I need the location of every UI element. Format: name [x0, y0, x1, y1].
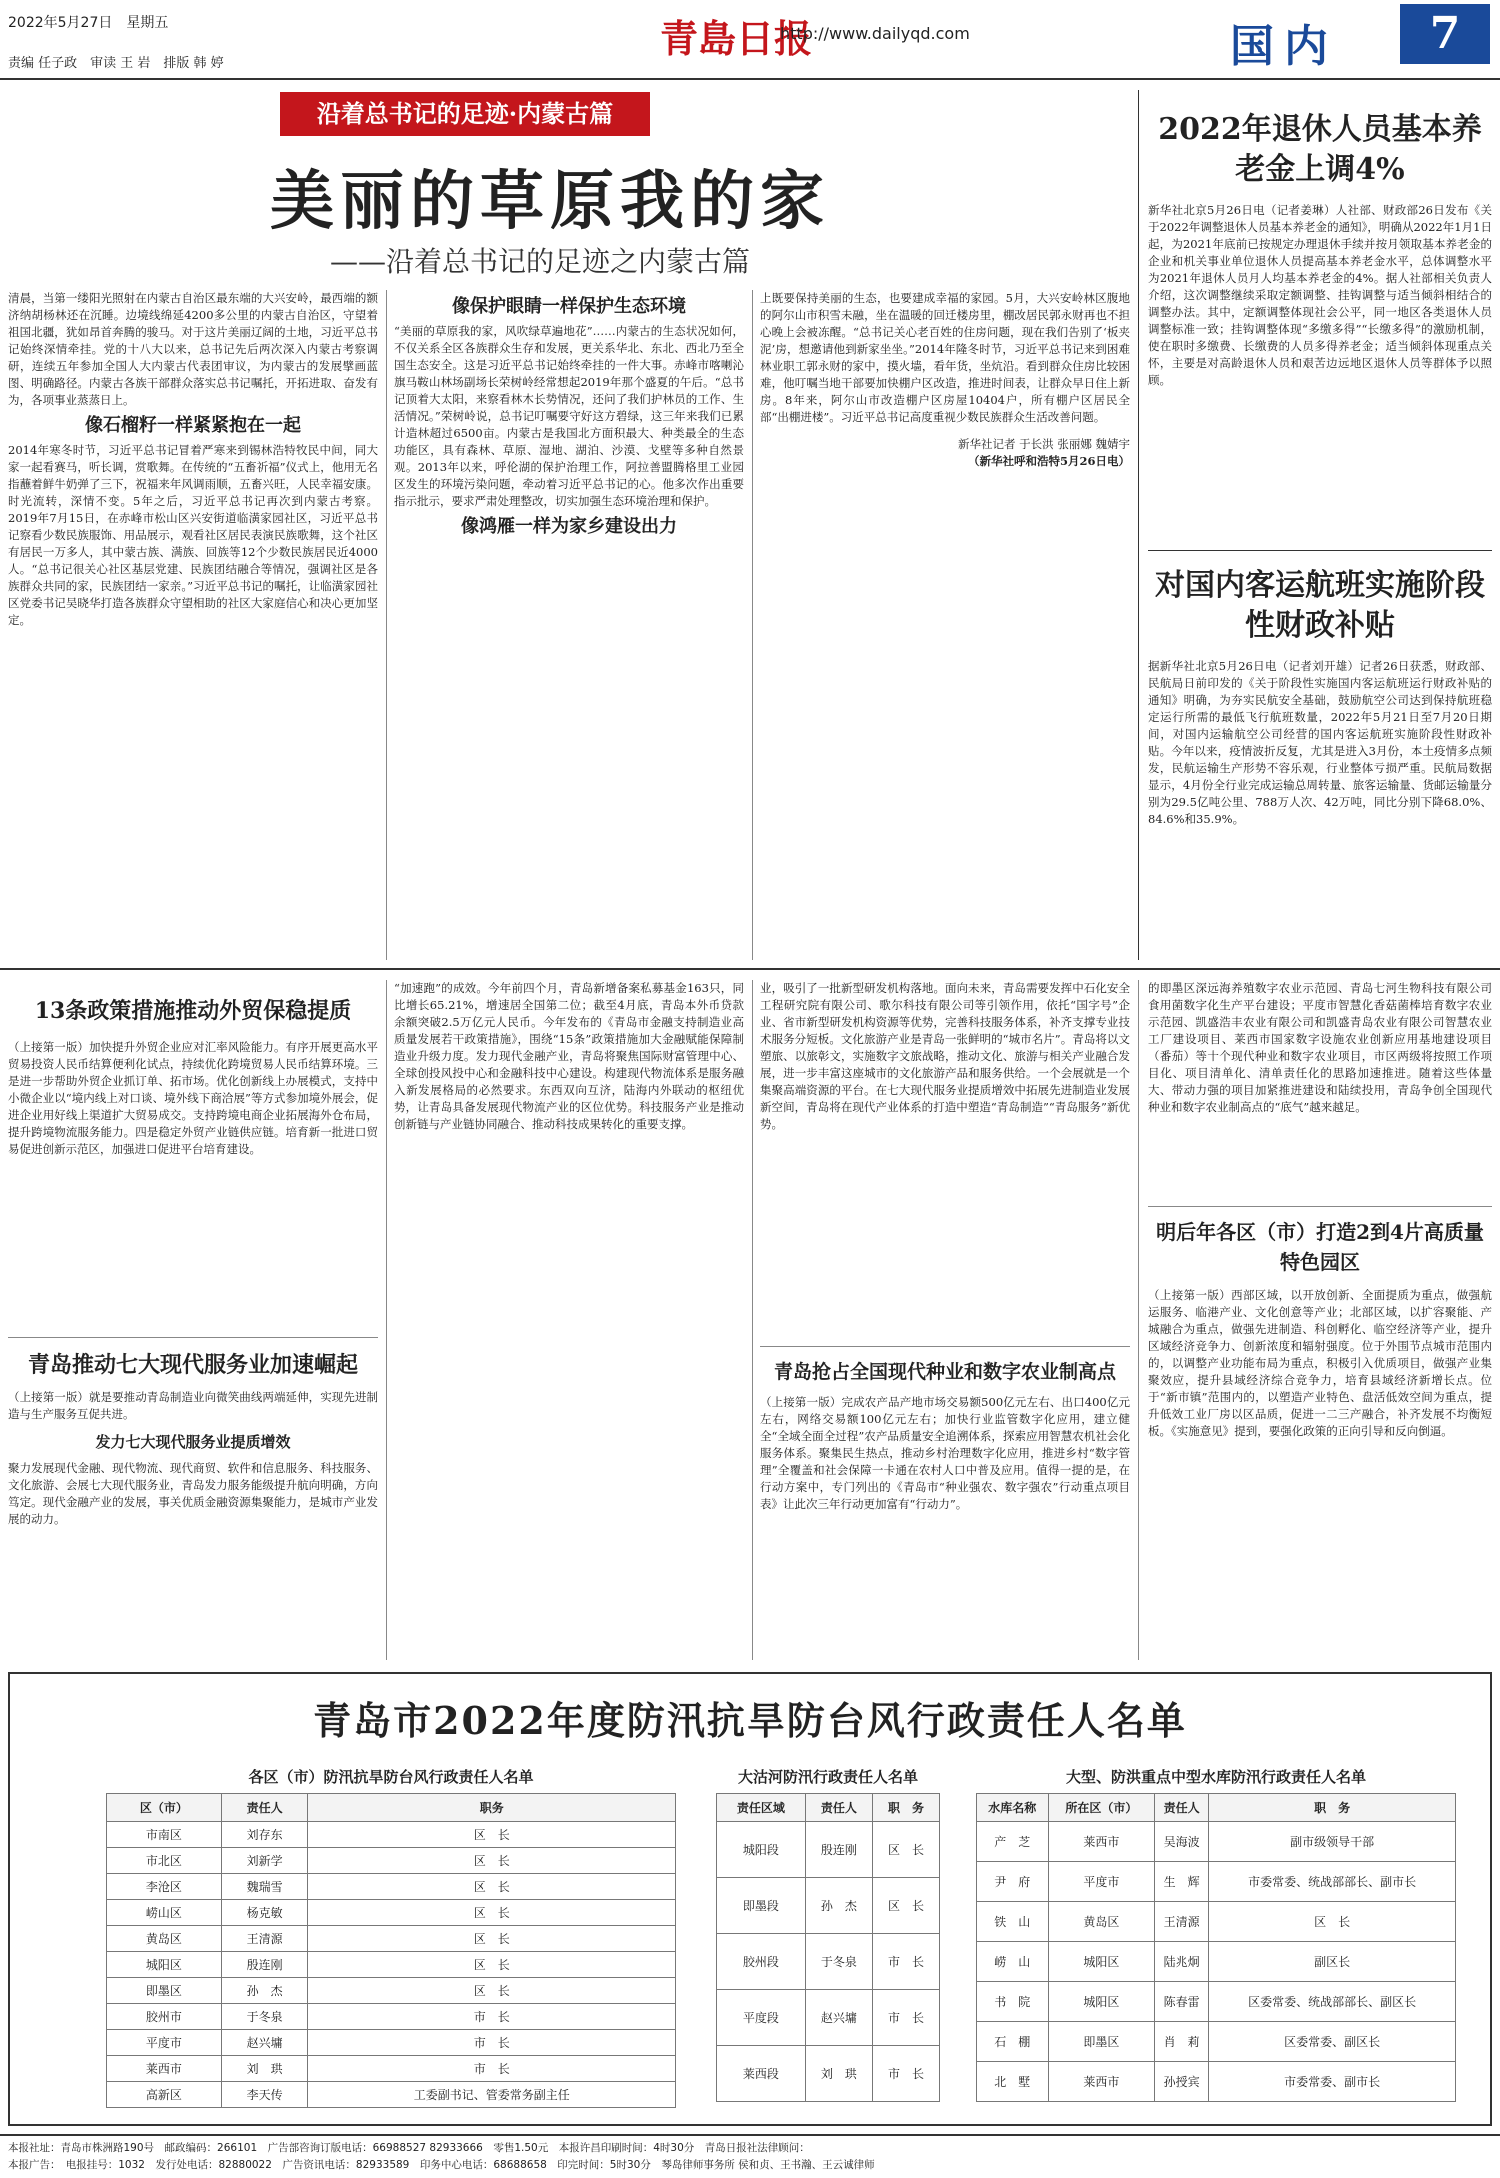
table-header-cell: 职 务 — [1209, 1794, 1456, 1822]
lead-paragraph: “美丽的草原我的家，风吹绿草遍地花”……内蒙古的生态状况如何，不仅关系全区各族群众生存和发展，更关系华北、东北、西北乃至全国生态安全。这是习近平总书记始终牵挂的一件大事。赤峰市喀喇沁旗马鞍山林场副场长荣树岭经常想起2019年那个盛夏的午后。“总书记顶着大太阳，来察看林木长势情况，还问了我们护林员的工作、生活情况。”荣树岭说，总书记叮嘱要守好这方碧绿，这三年来我们已累计造林超过6500亩。内蒙古是我国北方面积最大、种类最全的生态功能区，具有森林、草原、湿地、湖泊、沙漠、戈壁等多种自然景观。2013年以来，呼伦湖的保护治理工作，阿拉善盟腾格里工业园区发生的环境污染问题，牵动着习近平总书记的心。他多次作出重要指示批示，要求严肃处理整改，切实加强生态环境治理和保护。 — [394, 324, 744, 508]
table-cell: 莱西市 — [1048, 2062, 1155, 2102]
table-cell: 市 长 — [308, 2056, 676, 2082]
table-cell: 孙授宾 — [1155, 2062, 1209, 2102]
table-row — [717, 1878, 940, 1934]
flood-control-notice — [8, 1672, 1492, 2126]
table-cell: 黄岛区 — [1048, 1902, 1155, 1942]
table-cell: 李天传 — [221, 2082, 308, 2108]
seed-industry-continued: 的即墨区深远海养殖数字农业示范园、青岛七河生物科技有限公司食用菌数字化生产平台建设；平度市智慧化香菇菌棒培育数字农业示范园、凯盛浩丰农业有限公司和凯盛青岛农业有限公司智慧农业工厂建设项目、莱西市国家数字设施农业创新应用基地建设项目（番茄）等十个现代种业和数字农业项目，市区两级将按照工作项目化、项目清单化、清单责任化的思路加速推进。随着这些体量大、带动力强的项目加紧推进建设和陆续投用，青岛争创全国现代种业和数字农业制高点的“底气”越来越足。 — [1148, 981, 1492, 1114]
table-cell: 胶州段 — [717, 1934, 806, 1990]
column-divider — [386, 290, 387, 960]
table-cell: 铁 山 — [977, 1902, 1049, 1942]
table-cell: 产 芝 — [977, 1822, 1049, 1862]
table-cell: 区委常委、副区长 — [1209, 2022, 1456, 2062]
table-cell: 城阳区 — [1048, 1982, 1155, 2022]
services-subhead: 发力七大现代服务业提质增效 — [95, 1433, 291, 1451]
table-row — [107, 1926, 676, 1952]
table-cell: 市 长 — [872, 2046, 939, 2102]
table-cell: 高新区 — [107, 2082, 222, 2108]
footer-line-2: 本报广告： 电报挂号：1032 发行处电话：82880022 广告资讯电话：82933589 印务中心电话：68688658 印完时间：5时30分 琴岛律师事务所 侯和贞、王书瀚、王云诚律师 — [8, 2159, 875, 2171]
trade-headline: 13条政策措施推动外贸保稳提质 — [34, 998, 352, 1024]
pension-body: 新华社北京5月26日电（记者姜琳）人社部、财政部26日发布《关于2022年调整退休人员基本养老金的通知》，明确从2022年1月1日起，为2021年底前已按规定办理退休手续并按月领取基本养老金的企业和机关事业单位退休人员提高基本养老金水平，总体调整水平为2021年退休人员月人均基本养老金的4%。据人社部相关负责人介绍，这次调整继续采取定额调整、挂钩调整与适当倾斜相结合的调整办法。其中，定额调整体现社会公平，同一地区各类退休人员调整标准一致；挂钩调整体现“多缴多得”“长缴多得”的激励机制，使在职时多缴费、长缴费的人员多得养老金；适当倾斜体现重点关怀，主要是对高龄退休人员和艰苦边远地区退休人员等群体予以照顾。 — [1148, 203, 1492, 387]
table-cell: 于冬泉 — [805, 1934, 872, 1990]
table-cell: 区 长 — [308, 1952, 676, 1978]
parks-body: （上接第一版）西部区域，以开放创新、全面提质为重点，做强航运服务、临港产业、文化创意等产业；北部区域，以扩容聚能、产城融合为重点，做强先进制造、科创孵化、临空经济等产业，提升区域经济竞争力、创新浓度和辐射强度。位于外围节点城市范围内的，以调整产业功能布局为重点，积极引入优质项目，做强产业集聚效应，提升县域经济综合竞争力，培育县域经济新增长点。位于“新市镇”范围内的，以塑造产业特色、盘活低效空间为重点，提升低效工业厂房以区品质，促进一二三产融合，补齐发展不均衡短板。《实施意见》提到，要强化政策的正向引导和反向倒逼。 — [1148, 1288, 1492, 1438]
table-cell: 于冬泉 — [221, 2004, 308, 2030]
table-cell: 区 长 — [872, 1822, 939, 1878]
pension-headline: 2022年退休人员基本养老金上调4% — [1158, 112, 1482, 187]
page-footer — [0, 2134, 1500, 2178]
table-cell: 城阳区 — [107, 1952, 222, 1978]
notice-title: 青岛市2022年度防汛抗旱防台风行政责任人名单 — [313, 1698, 1187, 1743]
table-row — [977, 1982, 1456, 2022]
lead-subtitle: ——沿着总书记的足迹之内蒙古篇 — [330, 245, 751, 278]
table-cell: 李沧区 — [107, 1874, 222, 1900]
table-cell: 魏瑞雪 — [221, 1874, 308, 1900]
section-divider — [0, 968, 1500, 970]
lead-column-2 — [394, 290, 744, 960]
lead-subhead-2: 像保护眼睛一样保护生态环境 — [452, 296, 686, 317]
table-cell: 城阳区 — [1048, 1942, 1155, 1982]
table-cell: 孙 杰 — [221, 1978, 308, 2004]
table-cell: 莱西段 — [717, 2046, 806, 2102]
table-row — [977, 2022, 1456, 2062]
table-header-cell: 职 务 — [872, 1794, 939, 1822]
lead-column-1 — [8, 290, 378, 960]
reservoir-table — [976, 1793, 1456, 2102]
newspaper-logo: 青島日报 — [660, 16, 813, 61]
right-article-2 — [1148, 566, 1492, 948]
table-cell: 市南区 — [107, 1822, 222, 1848]
table-row — [717, 2046, 940, 2102]
dagu-river-table-title: 大沽河防汛行政责任人名单 — [737, 1768, 918, 1786]
table-row — [717, 1822, 940, 1878]
table-cell: 区 长 — [1209, 1902, 1456, 1942]
lead-dateline: （新华社呼和浩特5月26日电） — [967, 454, 1130, 468]
footer-line-1: 本报社址：青岛市株洲路190号 邮政编码：266101 广告部咨询订版电话：66988527 82933666 零售1.50元 本报许昌印刷时间：4时30分 青岛日报社法律顾问： — [8, 2142, 810, 2154]
table-cell: 城阳段 — [717, 1822, 806, 1878]
district-table-block — [106, 1766, 676, 2108]
column-divider — [1138, 980, 1139, 1660]
table-row — [977, 1942, 1456, 1982]
district-table — [106, 1793, 676, 2108]
table-cell: 殷连刚 — [221, 1952, 308, 1978]
reservoir-table-block — [976, 1766, 1456, 2102]
lead-title: 美丽的草原我的家 — [270, 164, 830, 239]
seed-industry-headline: 青岛抢占全国现代种业和数字农业制高点 — [773, 1361, 1116, 1383]
lead-subhead-3: 像鸿雁一样为家乡建设出力 — [461, 516, 677, 537]
parks-headline: 明后年各区（市）打造2到4片高质量特色园区 — [1156, 1220, 1484, 1274]
table-cell: 区 长 — [308, 1978, 676, 2004]
series-tag: 沿着总书记的足迹·内蒙古篇 — [280, 92, 650, 136]
table-cell: 北 墅 — [977, 2062, 1049, 2102]
table-cell: 石 棚 — [977, 2022, 1049, 2062]
services-body: （上接第一版）就是要推动青岛制造业向微笑曲线两端延伸，实现先进制造与生产服务互促共进。 — [8, 1390, 378, 1421]
table-row — [717, 1934, 940, 1990]
table-cell: 平度市 — [1048, 1862, 1155, 1902]
airline-subsidy-headline: 对国内客运航班实施阶段性财政补贴 — [1155, 568, 1485, 643]
table-cell: 莱西市 — [1048, 1822, 1155, 1862]
lead-column-3 — [760, 290, 1130, 960]
table-cell: 区委常委、统战部部长、副区长 — [1209, 1982, 1456, 2022]
article-divider — [760, 1346, 1130, 1347]
table-cell: 陆兆炯 — [1155, 1942, 1209, 1982]
table-row — [107, 1822, 676, 1848]
table-cell: 区 长 — [872, 1878, 939, 1934]
table-cell: 陈春雷 — [1155, 1982, 1209, 2022]
column-divider — [752, 290, 753, 960]
table-cell: 区 长 — [308, 1848, 676, 1874]
table-cell: 区 长 — [308, 1926, 676, 1952]
table-row — [107, 2056, 676, 2082]
right-article-1 — [1148, 110, 1492, 532]
table-row — [107, 1900, 676, 1926]
editor-credits: 责编 任子政 审读 王 岩 排版 韩 婷 — [8, 56, 224, 71]
table-cell: 副市级领导干部 — [1209, 1822, 1456, 1862]
table-header-cell: 责任人 — [221, 1794, 308, 1822]
table-cell: 市北区 — [107, 1848, 222, 1874]
table-cell: 区 长 — [308, 1900, 676, 1926]
table-cell: 即墨区 — [1048, 2022, 1155, 2062]
table-cell: 刘 珙 — [805, 2046, 872, 2102]
table-cell: 胶州市 — [107, 2004, 222, 2030]
table-cell: 区 长 — [308, 1822, 676, 1848]
table-row — [977, 1822, 1456, 1862]
column-divider — [752, 980, 753, 1660]
table-cell: 即墨段 — [717, 1878, 806, 1934]
table-cell: 区 长 — [308, 1874, 676, 1900]
table-row — [977, 1902, 1456, 1942]
table-cell: 刘新学 — [221, 1848, 308, 1874]
table-cell: 市委常委、副市长 — [1209, 2062, 1456, 2102]
table-cell: 市 长 — [308, 2004, 676, 2030]
article-divider — [8, 1337, 378, 1338]
table-cell: 平度市 — [107, 2030, 222, 2056]
services-body-2: 聚力发展现代金融、现代物流、现代商贸、软件和信息服务、科技服务、文化旅游、会展七大现代服务业，青岛发力服务能级提升航向明确，方向笃定。现代金融产业的发展，事关优质金融资源集聚能力，是城市产业发展的动力。 — [8, 1461, 378, 1526]
lead-byline: 新华社记者 于长洪 张丽娜 魏婧宇 — [958, 437, 1130, 451]
page-number: 7 — [1400, 4, 1490, 64]
table-cell: 赵兴墉 — [221, 2030, 308, 2056]
table-cell: 殷连刚 — [805, 1822, 872, 1878]
services-headline: 青岛推动七大现代服务业加速崛起 — [27, 1352, 358, 1378]
district-table-title: 各区（市）防汛抗旱防台风行政责任人名单 — [248, 1768, 534, 1786]
table-cell: 市 长 — [308, 2030, 676, 2056]
table-cell: 即墨区 — [107, 1978, 222, 2004]
table-cell: 生 辉 — [1155, 1862, 1209, 1902]
table-header-cell: 所在区（市） — [1048, 1794, 1155, 1822]
table-row — [107, 2082, 676, 2108]
table-cell: 莱西市 — [107, 2056, 222, 2082]
table-cell: 崂山区 — [107, 1900, 222, 1926]
lead-paragraph: 上既要保持美丽的生态，也要建成幸福的家园。5月，大兴安岭林区腹地的阿尔山市积雪未融，坐在温暖的回迁楼房里，棚改居民郭永财再也不担心晚上会被冻醒。“总书记关心老百姓的住房问题，现在我们告别了‘板夹泥’房，想邀请他到新家坐坐。”2014年隆冬时节，习近平总书记来到困难林业职工郭永财的家中，摸火墙，看年货，坐炕沿。看到群众住房比较困难，他叮嘱当地干部要加快棚户区改造，推进时间表，让群众早日住上新房。8年来，阿尔山市改造棚户区房屋10404户，所有棚户区居民全部“出棚进楼”。习近平总书记高度重视少数民族群众生活改善问题。 — [760, 291, 1130, 424]
table-cell: 黄岛区 — [107, 1926, 222, 1952]
table-row — [107, 1978, 676, 2004]
table-cell: 肖 莉 — [1155, 2022, 1209, 2062]
table-cell: 赵兴墉 — [805, 1990, 872, 2046]
table-cell: 工委副书记、管委常务副主任 — [308, 2082, 676, 2108]
table-cell: 市委常委、统战部部长、副市长 — [1209, 1862, 1456, 1902]
table-cell: 刘 珙 — [221, 2056, 308, 2082]
mid-column-4 — [1148, 980, 1492, 1657]
dagu-river-table-block — [716, 1766, 940, 2102]
table-cell: 市 长 — [872, 1990, 939, 2046]
newspaper-url[interactable]: http://www.dailyqd.com — [780, 24, 970, 43]
table-row — [717, 1990, 940, 2046]
table-cell: 崂 山 — [977, 1942, 1049, 1982]
table-cell: 平度段 — [717, 1990, 806, 2046]
table-row — [107, 2004, 676, 2030]
table-row — [977, 1862, 1456, 1902]
table-row — [107, 1874, 676, 1900]
column-divider — [386, 980, 387, 1660]
dagu-river-table — [716, 1793, 940, 2102]
table-cell: 孙 杰 — [805, 1878, 872, 1934]
table-row — [107, 1848, 676, 1874]
table-cell: 王清源 — [221, 1926, 308, 1952]
mid-column-3 — [760, 980, 1130, 1654]
table-cell: 杨克敏 — [221, 1900, 308, 1926]
masthead — [0, 0, 1500, 80]
table-cell: 王清源 — [1155, 1902, 1209, 1942]
table-header-cell: 区（市） — [107, 1794, 222, 1822]
services-continued: 业，吸引了一批新型研发机构落地。面向未来，青岛需要发挥中石化安全工程研究院有限公司、歌尔科技有限公司等引领作用，依托“国字号”企业、省市新型研发机构资源等优势，完善科技服务体系，补齐支撑专业技术服务分短板。文化旅游产业是青岛一张鲜明的“城市名片”。青岛将以文塑旅、以旅彰文，实施数字文旅战略，推动文化、旅游与相关产业融合发展，进一步丰富这座城市的文化旅游产品和服务供给。一个会展就是一个集聚高端资源的平台。在七大现代服务业提质增效中拓展先进制造业发展新空间，青岛将在现代产业体系的打造中塑造“青岛制造”“青岛服务”新优势。 — [760, 981, 1130, 1131]
table-cell: 吴海波 — [1155, 1822, 1209, 1862]
reservoir-table-title: 大型、防洪重点中型水库防汛行政责任人名单 — [1065, 1768, 1366, 1786]
table-header-cell: 水库名称 — [977, 1794, 1049, 1822]
table-cell: 书 院 — [977, 1982, 1049, 2022]
issue-date: 2022年5月27日 星期五 — [8, 15, 169, 31]
lead-paragraph: 清晨，当第一缕阳光照射在内蒙古自治区最东端的大兴安岭，最西端的额济纳胡杨林还在沉睡。边境线绵延4200多公里的内蒙古自治区，守望着祖国北疆，犹如昂首奔腾的骏马。对于这片美丽辽阔的土地，习近平总书记始终深情牵挂。党的十八大以来，总书记先后两次深入内蒙古考察调研，连续五年参加全国人大内蒙古代表团审议，为内蒙古的发展擘画蓝图、明确路径。内蒙古各族干部群众落实总书记嘱托，开拓进取、奋发有为，各项事业蒸蒸日上。 — [8, 291, 378, 407]
table-header-cell: 责任人 — [1155, 1794, 1209, 1822]
article-divider — [1148, 1206, 1492, 1207]
mid-column-1 — [8, 980, 378, 1540]
table-row — [107, 2030, 676, 2056]
table-cell: 副区长 — [1209, 1942, 1456, 1982]
column-divider — [1138, 90, 1139, 960]
section-name: 国内 — [1230, 21, 1338, 72]
table-cell: 尹 府 — [977, 1862, 1049, 1902]
lead-paragraph: 2014年寒冬时节，习近平总书记冒着严寒来到锡林浩特牧民中间，同大家一起看赛马，听长调，赏歌舞。在传统的“五畜祈福”仪式上，他用无名指蘸着鲜牛奶弹了三下，祝福来年风调雨顺，五畜兴旺，人民幸福安康。时光流转，深情不变。5年之后，习近平总书记再次到内蒙古考察。2019年7月15日，在赤峰市松山区兴安街道临潢家园社区，习近平总书记察看少数民族服饰、用品展示，观看社区居民表演民族歌舞，这个社区有居民一万多人，其中蒙古族、满族、回族等12个少数民族居民近4000人。“总书记很关心社区基层党建、民族团结融合等情况，强调社区是各族群众共同的家，民族团结一家亲。”习近平总书记的嘱托，让临潢家园社区党委书记吴晓华打造各族群众守望相助的社区大家庭信心和决心更加坚定。 — [8, 443, 378, 627]
table-row — [977, 2062, 1456, 2102]
table-header-cell: 责任区域 — [717, 1794, 806, 1822]
seed-industry-body: （上接第一版）完成农产品产地市场交易额500亿元左右、出口400亿元左右，网络交易额100亿元左右；加快行业监管数字化应用，建立健全“全域全面全过程”农产品质量安全追溯体系，探索应用智慧农机社会化服务体系。聚集民生热点，推动乡村治理数字化应用，推进乡村“数字管理”全覆盖和社会保障一卡通在农村人口中普及应用。值得一提的是，在行动方案中，专门列出的《青岛市“种业强农、数字强农”行动重点项目表》让此次三年行动更加富有“行动力”。 — [760, 1395, 1130, 1511]
airline-subsidy-body: 据新华社北京5月26日电（记者刘开雄）记者26日获悉，财政部、民航局日前印发的《关于阶段性实施国内客运航班运行财政补贴的通知》明确，为夯实民航安全基础，鼓励航空公司达到保持航班稳定运行所需的最低飞行航班数量，2022年5月21日至7月20日期间，对国内运输航空公司经营的国内客运航班实施阶段性财政补贴。今年以来，疫情波折反复，尤其是进入3月份，本土疫情多点频发，民航运输生产形势不容乐观，行业整体亏损严重。民航局数据显示，4月份全行业完成运输总周转量、旅客运输量、货邮运输量分别为29.5亿吨公里、788万人次、42万吨，同比分别下降68.0%、84.6%和35.9%。 — [1148, 659, 1492, 826]
lead-subhead-1: 像石榴籽一样紧紧抱在一起 — [85, 415, 301, 436]
table-cell: 市 长 — [872, 1934, 939, 1990]
table-row — [107, 1952, 676, 1978]
article-divider — [1148, 550, 1492, 551]
table-header-cell: 责任人 — [805, 1794, 872, 1822]
table-cell: 刘存东 — [221, 1822, 308, 1848]
mid-column-2: “加速跑”的成效。今年前四个月，青岛新增备案私募基金163只，同比增长65.21%，增速居全国第二位；截至4月底，青岛本外币贷款余额突破2.5万亿元人民币。今年发布的《青岛市金融支持制造业高质量发展若干政策措施》，围绕“15条”政策措施加大金融赋能保障制造业升级力度。发力现代金融产业，青岛将聚焦国际财富管理中心、全球创投风投中心和金融科技中心建设。构建现代物流体系是服务融入新发展格局的必然要求。东西双向互济，陆海内外联动的枢纽优势，让青岛具备发展现代物流产业的区位优势。科技服务产业是推动创新链与产业链协同融合、推动科技成果转化的重要支撑。 — [394, 981, 744, 1131]
table-header-cell: 职务 — [308, 1794, 676, 1822]
trade-body: （上接第一版）加快提升外贸企业应对汇率风险能力。有序开展更高水平贸易投资人民币结算便利化试点，持续优化跨境贸易人民币结算环境。三是进一步帮助外贸企业抓订单、拓市场。优化创新线上办展模式，支持中小微企业以“境内线上对口谈、境外线下商洽展”等方式参加境外展会，促进企业用好线上渠道扩大贸易成交。支持跨境电商企业拓展海外仓布局，提升跨境物流服务能力。四是稳定外贸产业链供应链。培育新一批进口贸易促进创新示范区，加强进口促进平台培育建设。 — [8, 1040, 378, 1156]
